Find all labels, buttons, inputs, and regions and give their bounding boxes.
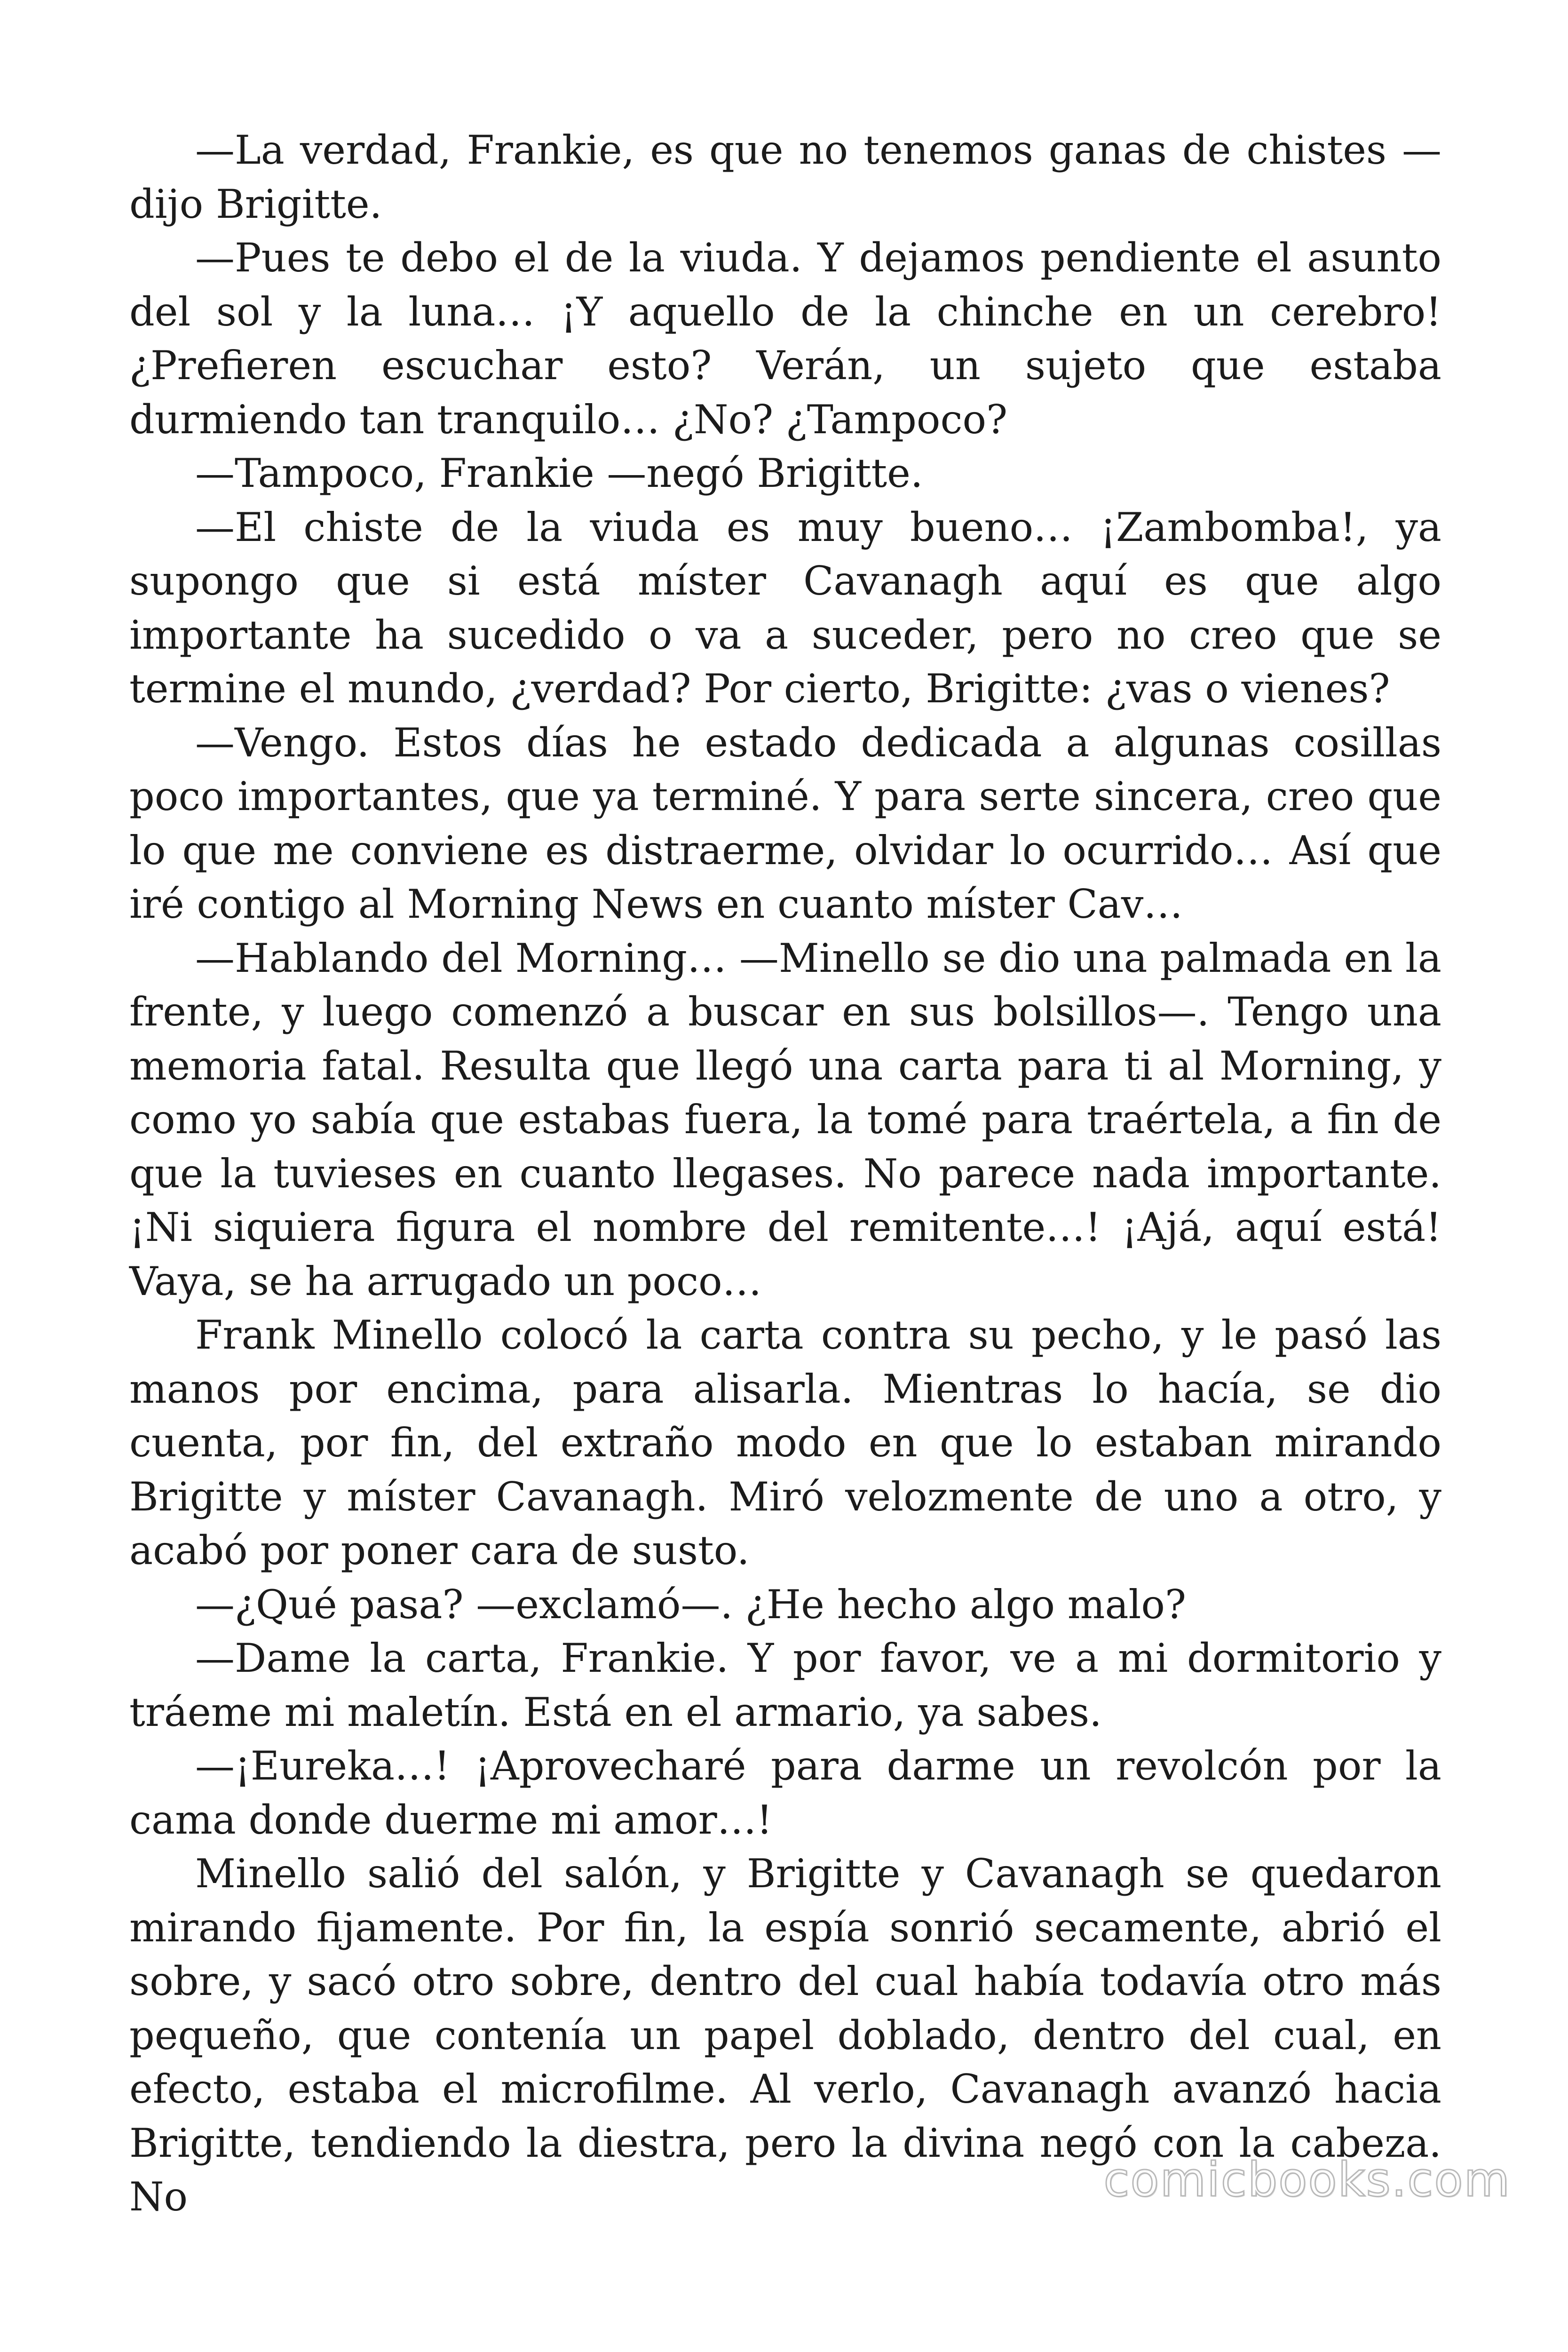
paragraph: —Dame la carta, Frankie. Y por favor, ve a mi dormitorio y tráeme mi maletín. Está en el armario, ya sabes. <box>129 1635 1441 1735</box>
paragraph: Frank Minello colocó la carta contra su pecho, y le pasó las manos por encima, para alisarla. Mientras lo hacía, se dio cuenta, por fin, del extraño modo en que lo estaban mirando Brigitte y míster Cavanagh. Miró velozmente de uno a otro, y acabó por poner cara de susto. <box>129 1312 1441 1573</box>
paragraph: —Pues te debo el de la viuda. Y dejamos pendiente el asunto del sol y la luna… ¡Y aquello de la chinche en un cerebro! ¿Prefieren escuchar esto? Verán, un sujeto que estaba durmiendo tan tranquilo… ¿No? ¿Tampoco? <box>129 235 1441 443</box>
paragraph: —¡Eureka…! ¡Aprovecharé para darme un revolcón por la cama donde duerme mi amor…! <box>129 1743 1441 1843</box>
paragraph: —Tampoco, Frankie —negó Brigitte. <box>195 450 923 496</box>
paragraph: —Hablando del Morning… —Minello se dio una palmada en la frente, y luego comenzó a buscar en sus bolsillos—. Tengo una memoria fatal. Resulta que llegó una carta para ti al Morning, y como yo sabía que estabas fuera, la tomé para traértela, a fin de que la tuvieses en cuanto llegases. No parece nada importante. ¡Ni siquiera figura el nombre del remitente…! ¡Ajá, aquí está! Vaya, se ha arrugado un poco… <box>129 935 1441 1304</box>
page-body <box>129 123 1441 2224</box>
paragraph: Minello salió del salón, y Brigitte y Cavanagh se quedaron mirando fijamente. Por fin, la espía sonrió secamente, abrió el sobre, y sacó otro sobre, dentro del cual había todavía otro más pequeño, que contenía un papel doblado, dentro del cual, en efecto, estaba el microfilme. Al verlo, Cavanagh avanzó hacia Brigitte, tendiendo la diestra, pero la divina negó con la cabeza. No <box>129 1851 1441 2220</box>
paragraph: —La verdad, Frankie, es que no tenemos ganas de chistes —dijo Brigitte. <box>129 127 1441 227</box>
watermark: comicbooks.com <box>1103 2152 1511 2207</box>
paragraph: —Vengo. Estos días he estado dedicada a algunas cosillas poco importantes, que ya terminé. Y para serte sincera, creo que lo que me conviene es distraerme, olvidar lo ocurrido… Así que iré contigo al Morning News en cuanto míster Cav… <box>129 719 1441 927</box>
paragraph: —El chiste de la viuda es muy bueno… ¡Zambomba!, ya supongo que si está míster Cavanagh aquí es que algo importante ha sucedido o va a suceder, pero no creo que se termine el mundo, ¿verdad? Por cierto, Brigitte: ¿vas o vienes? <box>129 504 1441 712</box>
paragraph: —¿Qué pasa? —exclamó—. ¿He hecho algo malo? <box>195 1581 1187 1628</box>
